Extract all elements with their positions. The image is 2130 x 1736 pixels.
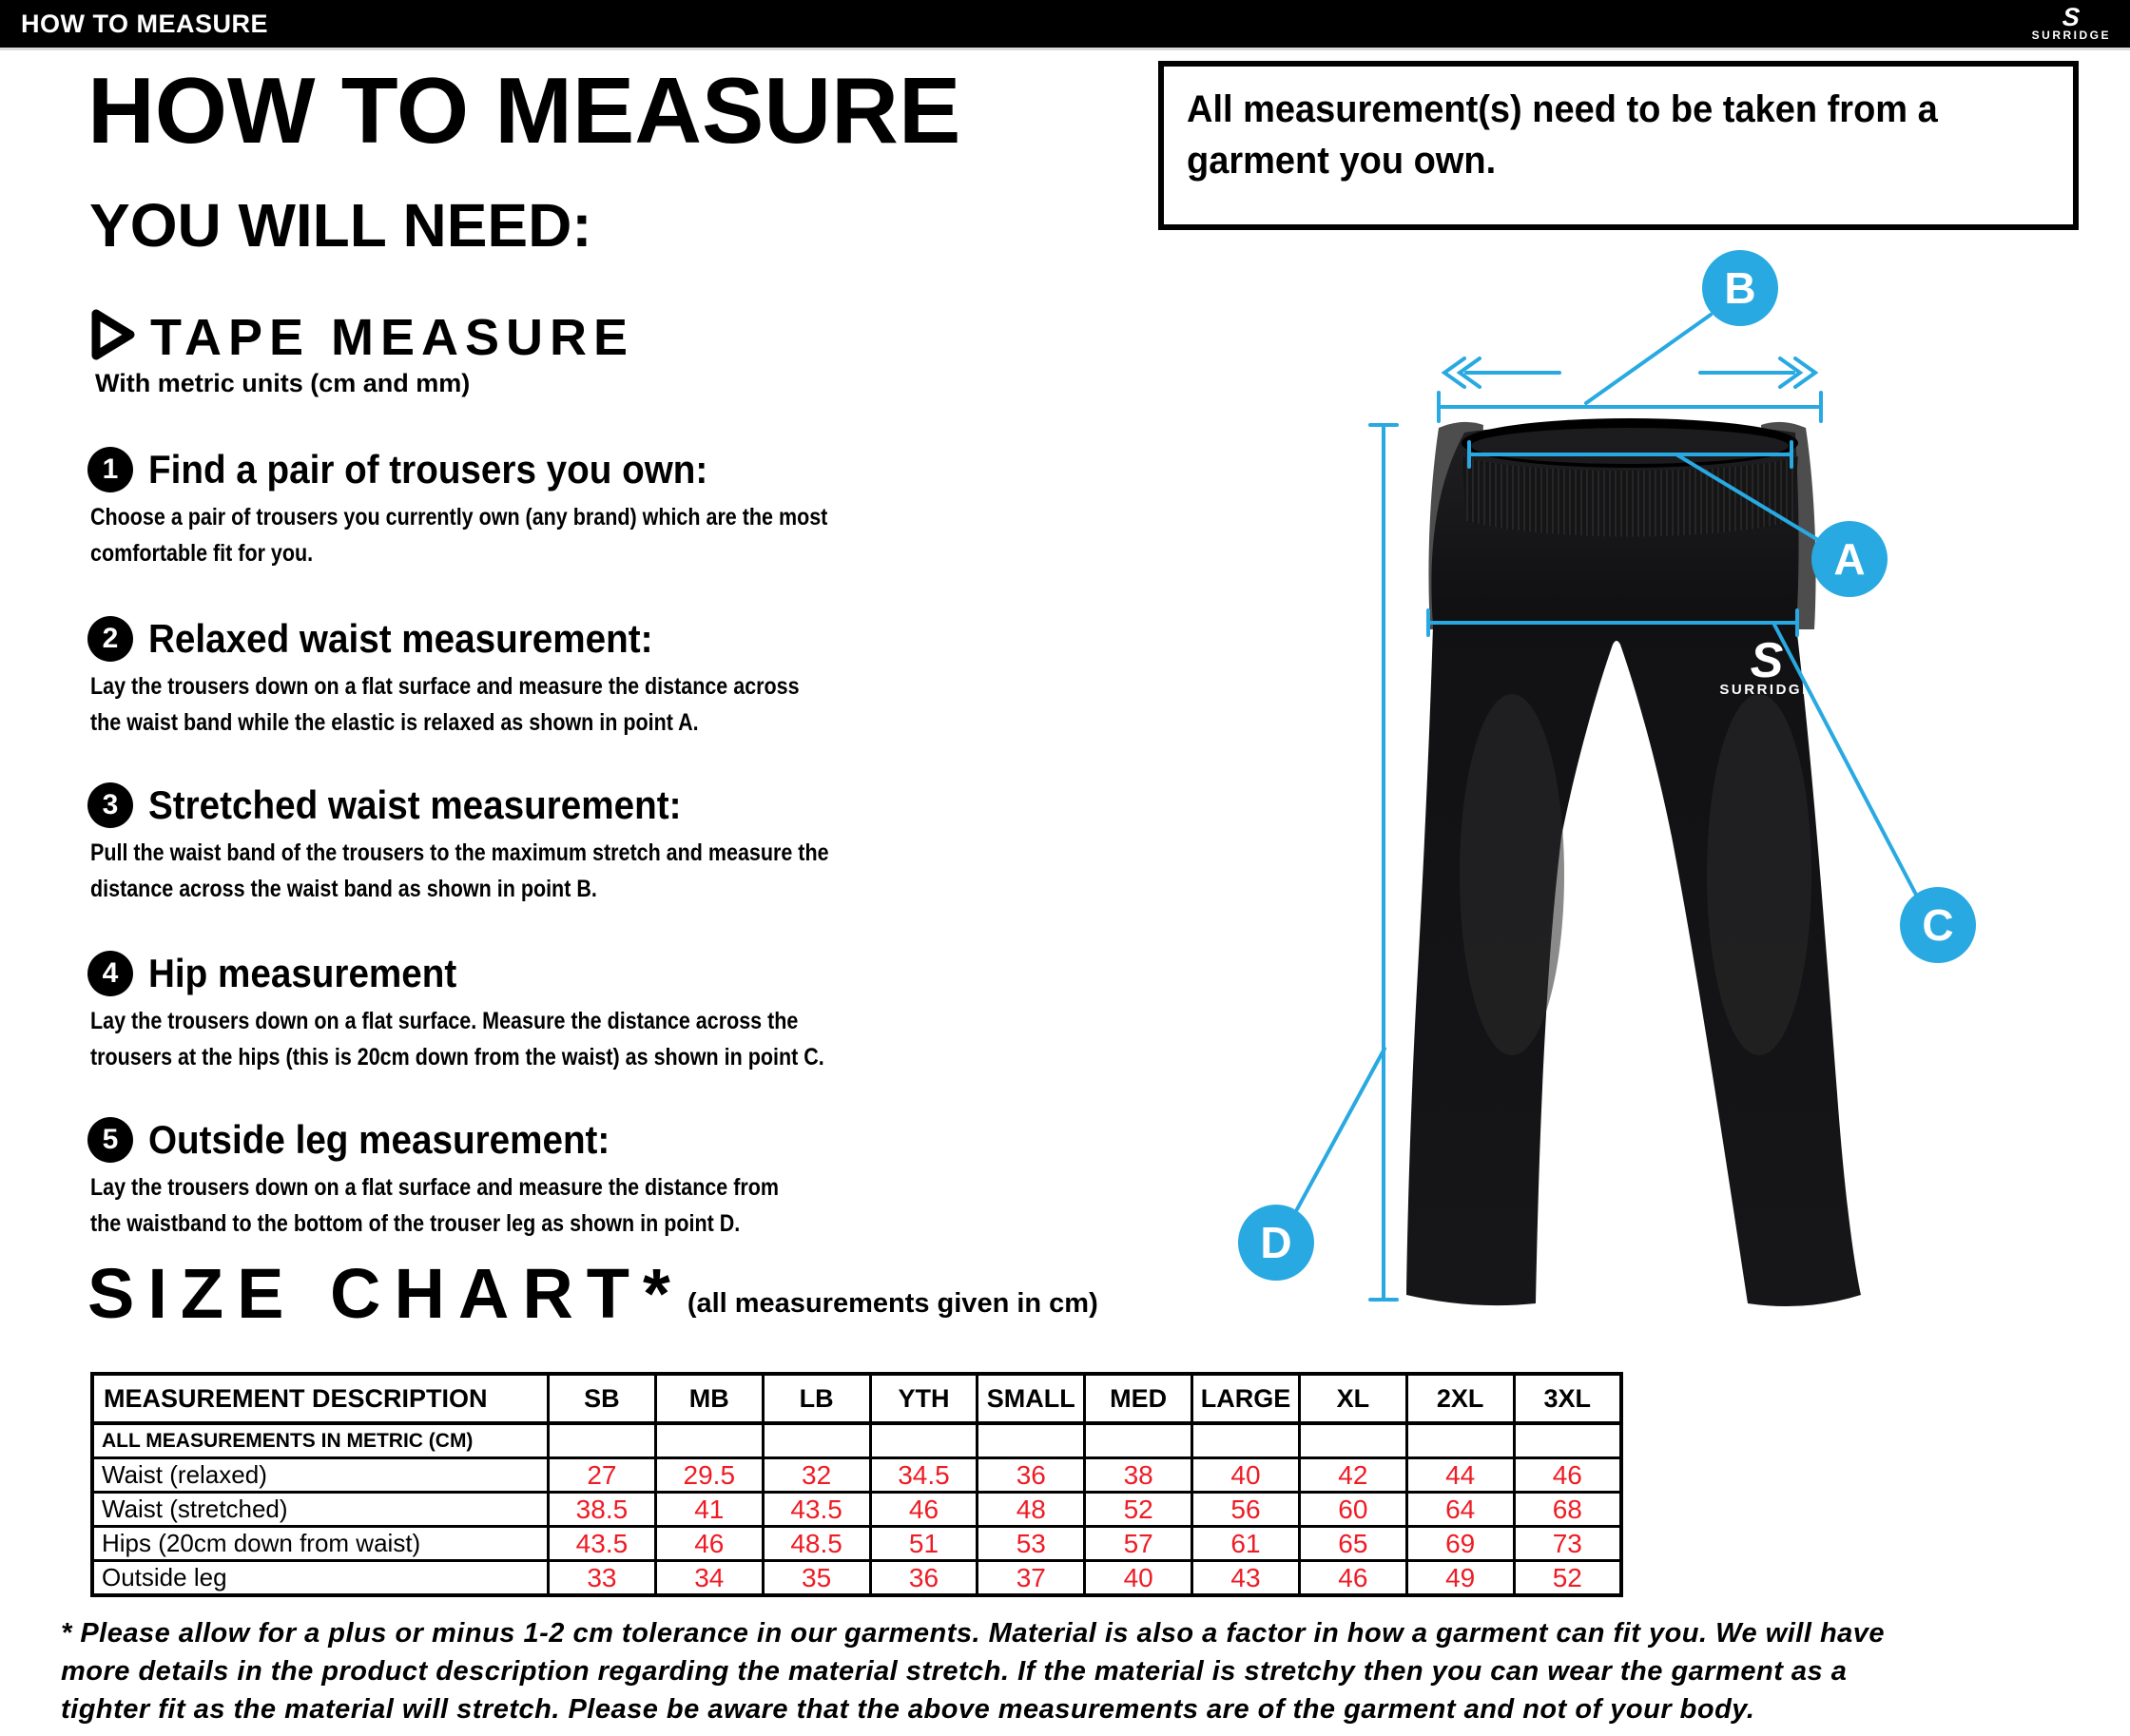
size-value: 46 [1299, 1561, 1406, 1596]
size-chart-subtitle: (all measurements given in cm) [687, 1288, 1098, 1319]
step-body-line: distance across the waist band as shown in point B. [90, 876, 597, 902]
col-header-size: YTH [870, 1374, 978, 1423]
size-value: 60 [1299, 1493, 1406, 1527]
point-a-marker [1811, 521, 1888, 597]
size-chart-header-row [92, 1374, 1621, 1423]
notice-box [1158, 61, 2079, 230]
step-2 [87, 616, 697, 662]
footnote-line: more details in the product description regarding the material stretch. If the material is stretchy then you can wear the garment as a [61, 1656, 1848, 1687]
step-body-line: the waist band while the elastic is relaxed as shown in point A. [90, 709, 699, 736]
size-chart-table [90, 1372, 1623, 1597]
step-3 [87, 782, 727, 828]
size-value: 38.5 [549, 1493, 656, 1527]
size-chart-row [92, 1561, 1621, 1596]
play-triangle-icon [90, 308, 138, 366]
pants-waistband [1462, 418, 1798, 537]
step-number-badge: 1 [87, 447, 133, 492]
step-body-line: Lay the trousers down on a flat surface and measure the distance from [90, 1174, 780, 1201]
step-1 [87, 447, 756, 492]
size-chart-row [92, 1458, 1621, 1493]
step-title: Stretched waist measurement: [148, 782, 682, 827]
size-value: 46 [655, 1527, 763, 1561]
step-body-line: the waistband to the bottom of the trouser leg as shown in point D. [90, 1210, 741, 1237]
step-title: Relaxed waist measurement: [148, 616, 653, 661]
col-header-size: XL [1299, 1374, 1406, 1423]
size-value: 29.5 [655, 1458, 763, 1493]
top-bar-title: HOW TO MEASURE [21, 10, 269, 38]
step-2-body [90, 668, 800, 741]
empty-cell [1085, 1423, 1192, 1458]
svg-text:C: C [1922, 900, 1954, 950]
size-value: 51 [870, 1527, 978, 1561]
svg-text:D: D [1260, 1218, 1292, 1267]
measure-line-b [1439, 315, 1821, 421]
size-value: 34 [655, 1561, 763, 1596]
step-5-body [90, 1169, 779, 1242]
step-4-body [90, 1003, 824, 1075]
col-header-size: MED [1085, 1374, 1192, 1423]
svg-text:SURRIDGE: SURRIDGE [1719, 682, 1814, 698]
size-value: 34.5 [870, 1458, 978, 1493]
empty-cell [763, 1423, 870, 1458]
size-chart-heading [87, 1254, 1098, 1333]
empty-cell [1192, 1423, 1300, 1458]
step-5 [87, 1117, 649, 1163]
step-body-line: Lay the trousers down on a flat surface. Measure the distance across the [90, 1008, 799, 1034]
col-header-size: LB [763, 1374, 870, 1423]
size-value: 46 [1514, 1458, 1621, 1493]
step-body-line: Pull the waist band of the trousers to the maximum stretch and measure the [90, 839, 829, 866]
size-value: 65 [1299, 1527, 1406, 1561]
size-value: 41 [655, 1493, 763, 1527]
step-number-badge: 3 [87, 782, 133, 828]
step-4 [87, 951, 483, 996]
svg-text:B: B [1724, 263, 1756, 313]
surridge-s-icon: S [2062, 3, 2082, 31]
row-label: Outside leg [92, 1561, 549, 1596]
empty-cell [1299, 1423, 1406, 1458]
empty-cell [978, 1423, 1085, 1458]
step-1-body [90, 499, 827, 571]
surridge-logo [2032, 1, 2111, 47]
size-value: 69 [1406, 1527, 1514, 1561]
size-chart-body [92, 1423, 1621, 1595]
size-value: 52 [1085, 1493, 1192, 1527]
svg-text:A: A [1833, 534, 1866, 584]
col-header-description: MEASUREMENT DESCRIPTION [92, 1374, 549, 1423]
point-d-marker [1238, 1205, 1314, 1281]
page-title: HOW TO MEASURE [87, 58, 961, 163]
step-body-line: trousers at the hips (this is 20cm down from the waist) as shown in point C. [90, 1044, 824, 1071]
metric-note-cell: ALL MEASUREMENTS IN METRIC (CM) [92, 1423, 549, 1458]
size-value: 57 [1085, 1527, 1192, 1561]
size-value: 37 [978, 1561, 1085, 1596]
footnote-line: * Please allow for a plus or minus 1-2 cm tolerance in our garments. Material is also a factor in how a garment can fit you. We will have [61, 1618, 1886, 1649]
point-b-marker [1702, 250, 1778, 326]
step-number-badge: 5 [87, 1117, 133, 1163]
size-value: 36 [870, 1561, 978, 1596]
pants-highlight [1707, 694, 1811, 1055]
size-value: 64 [1406, 1493, 1514, 1527]
metric-note-row [92, 1423, 1621, 1458]
empty-cell [549, 1423, 656, 1458]
col-header-size: MB [655, 1374, 763, 1423]
col-header-size: 2XL [1406, 1374, 1514, 1423]
step-body-line: Lay the trousers down on a flat surface and measure the distance across [90, 673, 800, 700]
step-title: Outside leg measurement: [148, 1117, 610, 1162]
size-value: 46 [870, 1493, 978, 1527]
size-value: 48 [978, 1493, 1085, 1527]
point-c-marker [1900, 887, 1976, 963]
empty-cell [1514, 1423, 1621, 1458]
tolerance-footnote [61, 1614, 1885, 1728]
step-body-line: comfortable fit for you. [90, 540, 314, 567]
step-3-body [90, 835, 829, 907]
size-value: 48.5 [763, 1527, 870, 1561]
size-value: 56 [1192, 1493, 1300, 1527]
size-value: 52 [1514, 1561, 1621, 1596]
surridge-logo-text: SURRIDGE [2031, 29, 2111, 42]
size-value: 43.5 [763, 1493, 870, 1527]
top-bar [0, 0, 2130, 48]
empty-cell [870, 1423, 978, 1458]
row-label: Waist (relaxed) [92, 1458, 549, 1493]
tape-measure-detail: With metric units (cm and mm) [95, 369, 471, 397]
size-value: 44 [1406, 1458, 1514, 1493]
svg-text:S: S [1750, 633, 1784, 688]
size-value: 68 [1514, 1493, 1621, 1527]
size-chart-row [92, 1493, 1621, 1527]
tape-measure-label: TAPE MEASURE [150, 309, 635, 366]
col-header-size: SMALL [978, 1374, 1085, 1423]
trousers-measurement-diagram [1236, 238, 2130, 1355]
col-header-size: 3XL [1514, 1374, 1621, 1423]
row-label: Waist (stretched) [92, 1493, 549, 1527]
step-title: Hip measurement [148, 951, 457, 995]
size-value: 38 [1085, 1458, 1192, 1493]
size-value: 32 [763, 1458, 870, 1493]
notice-line: garment you own. [1187, 140, 1497, 182]
step-title: Find a pair of trousers you own: [148, 447, 708, 492]
footnote-line: tighter fit as the material will stretch. Please be aware that the above measurements are of the garment and not of your body. [61, 1694, 1755, 1725]
size-value: 53 [978, 1527, 1085, 1561]
size-value: 27 [549, 1458, 656, 1493]
size-value: 49 [1406, 1561, 1514, 1596]
size-value: 40 [1085, 1561, 1192, 1596]
size-value: 43.5 [549, 1527, 656, 1561]
col-header-size: LARGE [1192, 1374, 1300, 1423]
size-value: 42 [1299, 1458, 1406, 1493]
size-value: 36 [978, 1458, 1085, 1493]
step-number-badge: 2 [87, 616, 133, 662]
size-value: 73 [1514, 1527, 1621, 1561]
col-header-size: SB [549, 1374, 656, 1423]
size-value: 35 [763, 1561, 870, 1596]
size-chart-row [92, 1527, 1621, 1561]
empty-cell [1406, 1423, 1514, 1458]
row-label: Hips (20cm down from waist) [92, 1527, 549, 1561]
you-will-need-heading: YOU WILL NEED: [89, 191, 592, 260]
empty-cell [655, 1423, 763, 1458]
size-value: 43 [1192, 1561, 1300, 1596]
size-value: 33 [549, 1561, 656, 1596]
size-value: 40 [1192, 1458, 1300, 1493]
size-chart-title: SIZE CHART* [87, 1254, 684, 1333]
size-value: 61 [1192, 1527, 1300, 1561]
pants-highlight [1460, 694, 1564, 1055]
step-number-badge: 4 [87, 951, 133, 996]
step-body-line: Choose a pair of trousers you currently own (any brand) which are the most [90, 504, 828, 530]
measure-line-d [1297, 425, 1397, 1300]
notice-line: All measurement(s) need to be taken from a [1187, 88, 1938, 130]
